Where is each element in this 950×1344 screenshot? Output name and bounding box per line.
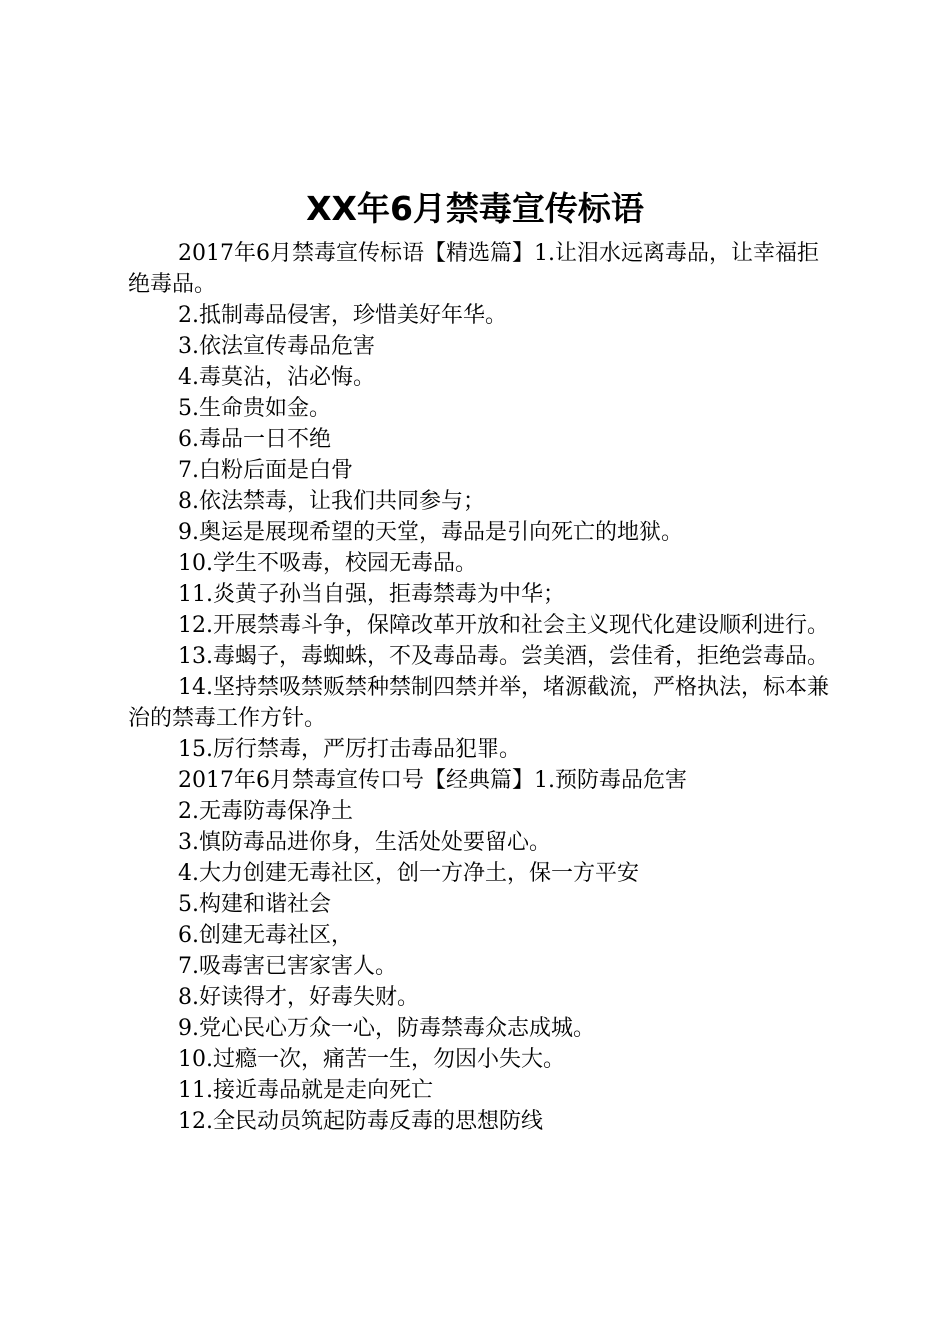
paragraph: 2.无毒防毒保净土 xyxy=(178,799,353,824)
paragraph: 8.依法禁毒，让我们共同参与； xyxy=(178,489,485,514)
paragraph: 11.炎黄子孙当自强，拒毒禁毒为中华； xyxy=(178,582,565,607)
paragraph: 10.过瘾一次，痛苦一生，勿因小失大。 xyxy=(178,1047,565,1072)
document-body xyxy=(128,238,832,1137)
paragraph: 9.奥运是展现希望的天堂，毒品是引向死亡的地狱。 xyxy=(178,520,683,545)
paragraph: 5.生命贵如金。 xyxy=(178,396,331,421)
paragraph: 3.依法宣传毒品危害 xyxy=(178,334,375,359)
paragraph: 6.创建无毒社区， xyxy=(178,923,353,948)
paragraph: 4.毒莫沾，沾必悔。 xyxy=(178,365,375,390)
paragraph: 14.坚持禁吸禁贩禁种禁制四禁并举，堵源截流，严格执法，标本兼治的禁毒工作方针。 xyxy=(128,675,829,731)
paragraph: 2.抵制毒品侵害，珍惜美好年华。 xyxy=(178,303,507,328)
paragraph: 6.毒品一日不绝 xyxy=(178,427,331,452)
paragraph: 2017年6月禁毒宣传标语【精选篇】1.让泪水远离毒品，让幸福拒绝毒品。 xyxy=(128,241,819,297)
paragraph: 5.构建和谐社会 xyxy=(178,892,331,917)
paragraph: 7.吸毒害已害家害人。 xyxy=(178,954,397,979)
paragraph: 12.全民动员筑起防毒反毒的思想防线 xyxy=(178,1109,543,1134)
paragraph: 4.大力创建无毒社区，创一方净土，保一方平安 xyxy=(178,861,639,886)
document-title: XX年6月禁毒宣传标语 xyxy=(306,189,644,228)
paragraph: 15.厉行禁毒，严厉打击毒品犯罪。 xyxy=(178,737,521,762)
paragraph: 9.党心民心万众一心，防毒禁毒众志成城。 xyxy=(178,1016,595,1041)
paragraph: 7.白粉后面是白骨 xyxy=(178,458,353,483)
paragraph: 8.好读得才，好毒失财。 xyxy=(178,985,419,1010)
paragraph: 3.慎防毒品进你身，生活处处要留心。 xyxy=(178,830,551,855)
paragraph: 13.毒蝎子，毒蜘蛛，不及毒品毒。尝美酒，尝佳肴，拒绝尝毒品。 xyxy=(178,644,829,669)
paragraph: 10.学生不吸毒，校园无毒品。 xyxy=(178,551,477,576)
paragraph: 2017年6月禁毒宣传口号【经典篇】1.预防毒品危害 xyxy=(178,768,687,793)
paragraph: 12.开展禁毒斗争，保障改革开放和社会主义现代化建设顺利进行。 xyxy=(178,613,829,638)
paragraph: 11.接近毒品就是走向死亡 xyxy=(178,1078,433,1103)
